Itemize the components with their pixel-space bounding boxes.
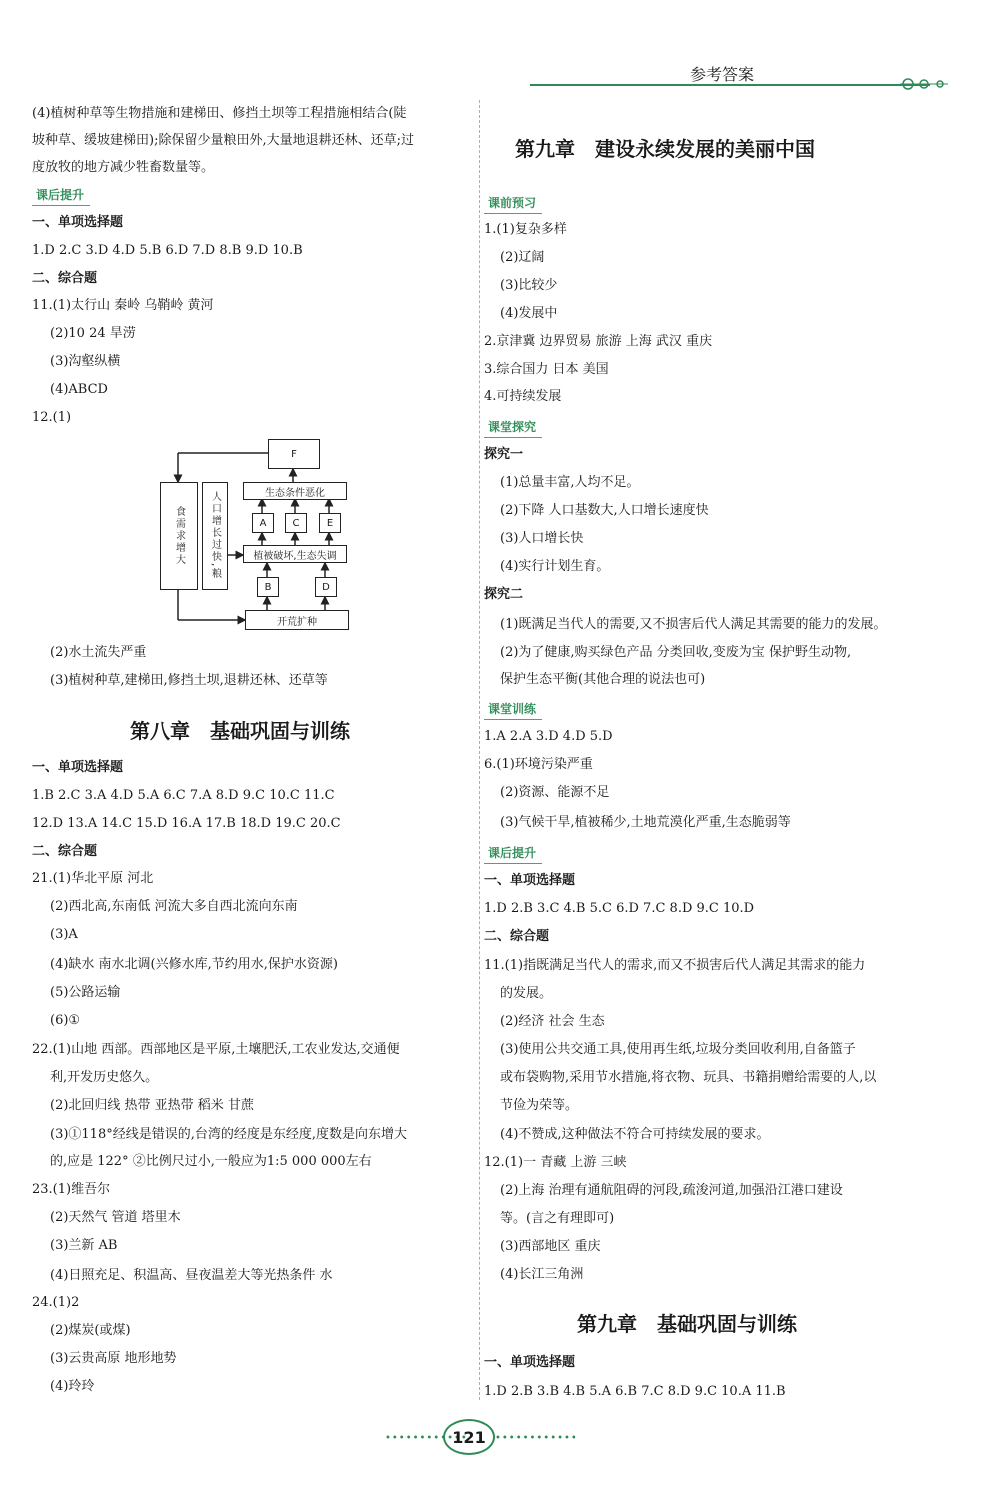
left-line: 1.D 2.C 3.D 4.D 5.B 6.D 7.D 8.B 9.D 10.B — [32, 243, 303, 258]
box-mid-col: 人口增长过快,粮 — [202, 482, 228, 590]
right-line: 探究二 — [484, 587, 524, 602]
chapter-number: 第九章 — [577, 1312, 637, 1336]
left-line: 利,开发历史悠久。 — [50, 1070, 159, 1085]
left-line: 12.(1) — [32, 410, 72, 425]
right-line: (2)下降 人口基数大,人口增长速度快 — [500, 503, 709, 518]
box-worsen: 生态条件恶化 — [243, 482, 347, 500]
box-f: F — [268, 439, 320, 469]
box-d: D — [315, 577, 337, 597]
section-tag: 课前预习 — [488, 196, 537, 210]
box-left-col: 食需求增大 — [160, 482, 198, 590]
right-line: (1)既满足当代人的需要,又不损害后代人满足其需要的能力的发展。 — [500, 617, 887, 632]
left-line: (5)公路运输 — [50, 985, 121, 1000]
right-line: (4)不赞成,这种做法不符合可持续发展的要求。 — [500, 1127, 770, 1142]
box-reclaim: 开荒扩种 — [245, 610, 349, 630]
right-line: 一、单项选择题 — [484, 1355, 576, 1370]
left-line: (3)沟壑纵横 — [50, 354, 121, 369]
header-title: 参考答案 — [690, 65, 755, 84]
right-line: (4)实行计划生育。 — [500, 559, 610, 574]
left-line: 一、单项选择题 — [32, 215, 124, 230]
right-line: 1.D 2.B 3.B 4.B 5.A 6.B 7.C 8.D 9.C 10.A 11.B — [484, 1384, 786, 1399]
chapter-title — [515, 133, 815, 162]
right-line: (3)比较少 — [500, 278, 558, 293]
right-line: 12.(1)一 青藏 上游 三峡 — [484, 1155, 627, 1170]
chapter-title — [577, 1308, 797, 1337]
right-line: 节俭为荣等。 — [500, 1098, 579, 1113]
right-line: 3.综合国力 日本 美国 — [484, 362, 609, 377]
left-line: (3)兰新 AB — [50, 1238, 118, 1253]
box-a: A — [252, 513, 274, 533]
right-line: (3)人口增长快 — [500, 531, 584, 546]
right-line: (1)总量丰富,人均不足。 — [500, 475, 640, 490]
section-tag: 课后提升 — [488, 846, 537, 860]
right-line: (2)为了健康,购买绿色产品 分类回收,变废为宝 保护野生动物, — [500, 645, 852, 660]
left-line: (3)①118°经线是错误的,台湾的经度是东经度,度数是向东增大 — [50, 1127, 407, 1142]
right-line: (3)西部地区 重庆 — [500, 1239, 601, 1254]
left-line: (2)水土流失严重 — [50, 645, 147, 660]
right-line: (2)上海 治理有通航阻碍的河段,疏浚河道,加强沿江港口建设 — [500, 1183, 843, 1198]
page-number: 121 — [443, 1419, 495, 1455]
chapter-name: 建设永续发展的美丽中国 — [595, 137, 815, 161]
left-line: 24.(1)2 — [32, 1295, 80, 1310]
left-line: 21.(1)华北平原 河北 — [32, 871, 154, 886]
chapter-number: 第八章 — [130, 719, 190, 743]
right-line: (4)发展中 — [500, 306, 558, 321]
right-line: 11.(1)指既满足当代人的需求,而又不损害后代人满足其需求的能力 — [484, 958, 866, 973]
left-line: (4)植树种草等生物措施和建梯田、修挡土坝等工程措施相结合(陡 — [32, 106, 407, 121]
left-line: 度放牧的地方减少牲畜数量等。 — [32, 160, 215, 175]
box-b: B — [257, 577, 279, 597]
chapter-name: 基础巩固与训练 — [210, 719, 350, 743]
left-line: (4)玲玲 — [50, 1379, 95, 1394]
right-line: 2.京津冀 边界贸易 旅游 上海 武汉 重庆 — [484, 334, 713, 349]
chapter-name: 基础巩固与训练 — [657, 1312, 797, 1336]
left-line: (2)天然气 管道 塔里木 — [50, 1210, 181, 1225]
right-line: (3)使用公共交通工具,使用再生纸,垃圾分类回收利用,自备篮子 — [500, 1042, 856, 1057]
section-tag: 课后提升 — [36, 188, 85, 202]
left-line: (2)煤炭(或煤) — [50, 1323, 131, 1338]
flow-diagram — [150, 435, 360, 635]
right-line: 探究一 — [484, 447, 524, 462]
left-line: (3)植树种草,建梯田,修挡土坝,退耕还林、还草等 — [50, 673, 328, 688]
left-line: (6)① — [50, 1013, 81, 1028]
right-line: (2)辽阔 — [500, 250, 545, 265]
left-line: (2)西北高,东南低 河流大多自西北流向东南 — [50, 899, 298, 914]
left-line: 11.(1)太行山 秦岭 乌鞘岭 黄河 — [32, 298, 214, 313]
left-line: 二、综合题 — [32, 271, 98, 286]
left-line: (3)A — [50, 927, 78, 942]
right-line: 1.(1)复杂多样 — [484, 222, 567, 237]
page-dots-left: •••••••••••• — [385, 1433, 468, 1444]
left-line: 坡种草、缓坡建梯田);除保留少量粮田外,大量地退耕还林、还草;过 — [32, 133, 414, 148]
left-line: 12.D 13.A 14.C 15.D 16.A 17.B 18.D 19.C 20.C — [32, 816, 341, 831]
box-veg: 植被破坏,生态失调 — [243, 545, 347, 563]
left-line: (2)北回归线 热带 亚热带 稻米 甘蔗 — [50, 1098, 254, 1113]
left-line: 23.(1)维吾尔 — [32, 1182, 111, 1197]
left-line: (4)缺水 南水北调(兴修水库,节约用水,保护水资源) — [50, 957, 338, 972]
right-line: 1.D 2.B 3.C 4.B 5.C 6.D 7.C 8.D 9.C 10.D — [484, 901, 755, 916]
right-line: 一、单项选择题 — [484, 873, 576, 888]
left-line: (3)云贵高原 地形地势 — [50, 1351, 177, 1366]
left-line: (2)10 24 旱涝 — [50, 326, 136, 341]
right-line: 4.可持续发展 — [484, 389, 562, 404]
right-line: 二、综合题 — [484, 929, 550, 944]
box-e: E — [319, 513, 341, 533]
section-tag: 课堂训练 — [488, 702, 537, 716]
header-rule — [530, 84, 930, 86]
left-line: (4)ABCD — [50, 382, 108, 397]
right-line: (4)长江三角洲 — [500, 1267, 584, 1282]
chapter-title — [130, 715, 350, 744]
right-line: 6.(1)环境污染严重 — [484, 757, 593, 772]
right-line: 保护生态平衡(其他合理的说法也可) — [500, 672, 706, 687]
right-line: 的发展。 — [500, 986, 553, 1001]
right-line: 或布袋购物,采用节水措施,将衣物、玩具、书籍捐赠给需要的人,以 — [500, 1070, 877, 1085]
left-line: 的,应是 122° ②比例尺过小,一般应为1:5 000 000左右 — [50, 1154, 372, 1169]
page-dots-right: •••••••••••• — [495, 1433, 578, 1444]
left-line: (4)日照充足、积温高、昼夜温差大等光热条件 水 — [50, 1268, 333, 1283]
header-ornament-icon — [900, 74, 950, 94]
section-tag: 课堂探究 — [488, 420, 537, 434]
box-c: C — [285, 513, 307, 533]
right-line: 1.A 2.A 3.D 4.D 5.D — [484, 729, 613, 744]
right-line: (2)资源、能源不足 — [500, 785, 610, 800]
chapter-number: 第九章 — [515, 137, 575, 161]
right-line: (3)气候干旱,植被稀少,土地荒漠化严重,生态脆弱等 — [500, 815, 791, 830]
left-line: 一、单项选择题 — [32, 760, 124, 775]
left-line: 22.(1)山地 西部。西部地区是平原,土壤肥沃,工农业发达,交通便 — [32, 1042, 400, 1057]
right-line: (2)经济 社会 生态 — [500, 1014, 605, 1029]
right-line: 等。(言之有理即可) — [500, 1211, 615, 1226]
column-divider — [479, 100, 480, 1400]
left-line: 二、综合题 — [32, 844, 98, 859]
left-line: 1.B 2.C 3.A 4.D 5.A 6.C 7.A 8.D 9.C 10.C 11.C — [32, 788, 335, 803]
